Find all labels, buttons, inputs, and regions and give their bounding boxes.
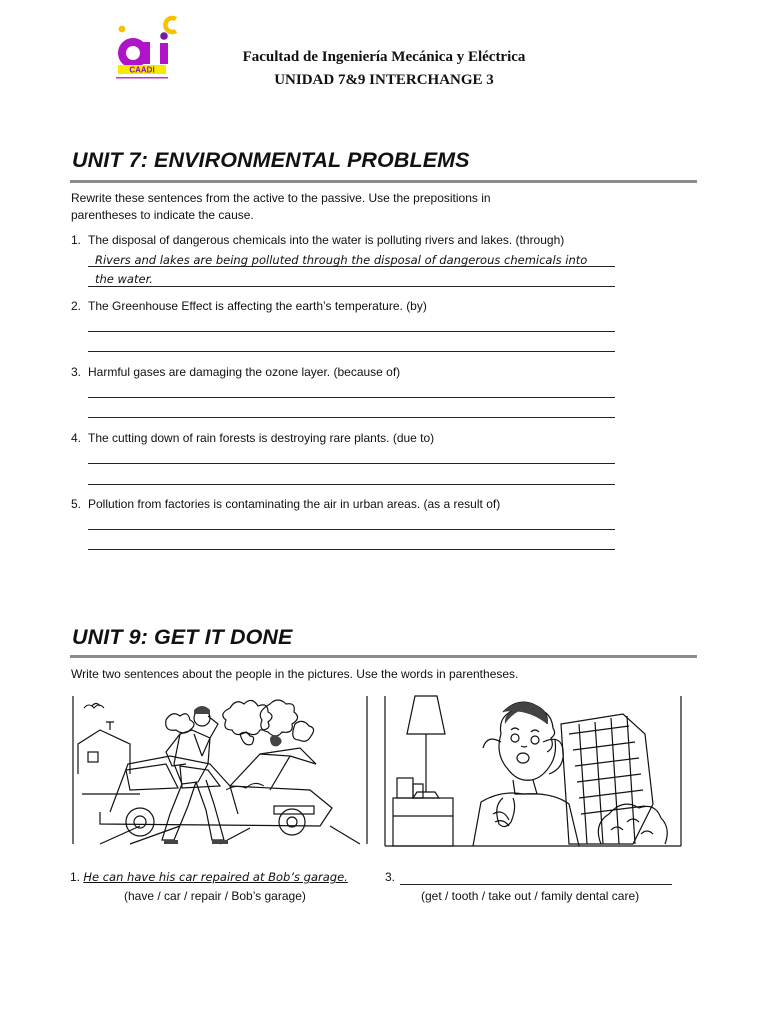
unit7-divider bbox=[70, 180, 697, 183]
answer-line[interactable] bbox=[88, 549, 615, 550]
answer-line[interactable] bbox=[88, 397, 615, 398]
unit7-instructions: Rewrite these sentences from the active to the passive. Use the prepositions in parentheses to indicate the cause. bbox=[71, 191, 491, 222]
answer-1-line2: the water. bbox=[95, 272, 153, 286]
unit9-answer-1: He can have his car repaired at Bob’s garage. bbox=[83, 870, 348, 884]
unit9-item-3: 3. bbox=[385, 870, 396, 884]
unit7-title: UNIT 7: ENVIRONMENTAL PROBLEMS bbox=[72, 148, 470, 172]
unit9-cue-1: (have / car / repair / Bob’s garage) bbox=[124, 889, 306, 903]
answer-line[interactable] bbox=[88, 266, 615, 267]
question-5: 5. Pollution from factories is contaminating the air in urban areas. (as a result of) bbox=[71, 497, 501, 511]
answer-line[interactable] bbox=[88, 351, 615, 352]
unit9-title: UNIT 9: GET IT DONE bbox=[72, 625, 293, 649]
answer-line[interactable] bbox=[88, 529, 615, 530]
institution-name: Facultad de Ingeniería Mecánica y Eléctrica bbox=[242, 49, 526, 65]
broken-car-illustration bbox=[70, 694, 370, 848]
answer-line[interactable] bbox=[88, 484, 615, 485]
question-1: 1. The disposal of dangerous chemicals into the water is polluting rivers and lakes. (through) bbox=[71, 233, 565, 247]
unit9-instructions: Write two sentences about the people in the pictures. Use the words in parentheses. bbox=[71, 667, 519, 681]
unit9-answer-line-3[interactable] bbox=[400, 884, 672, 885]
question-3: 3. Harmful gases are damaging the ozone layer. (because of) bbox=[71, 365, 401, 379]
question-2: 2. The Greenhouse Effect is affecting the earth’s temperature. (by) bbox=[71, 299, 427, 313]
unit-subtitle: UNIDAD 7&9 INTERCHANGE 3 bbox=[274, 72, 494, 88]
toothache-illustration bbox=[383, 694, 683, 848]
unit9-divider bbox=[70, 655, 697, 658]
answer-line[interactable] bbox=[88, 463, 615, 464]
question-4: 4. The cutting down of rain forests is destroying rare plants. (due to) bbox=[71, 431, 435, 445]
answer-line[interactable] bbox=[88, 331, 615, 332]
unit9-cue-3: (get / tooth / take out / family dental care) bbox=[421, 889, 640, 903]
unit9-item-1: 1. He can have his car repaired at Bob’s garage. bbox=[70, 870, 348, 884]
answer-line[interactable] bbox=[88, 286, 615, 287]
answer-1-line1: Rivers and lakes are being polluted through the disposal of dangerous chemicals into bbox=[95, 253, 588, 267]
answer-line[interactable] bbox=[88, 417, 615, 418]
svg-text:CAADI: CAADI bbox=[129, 65, 155, 75]
